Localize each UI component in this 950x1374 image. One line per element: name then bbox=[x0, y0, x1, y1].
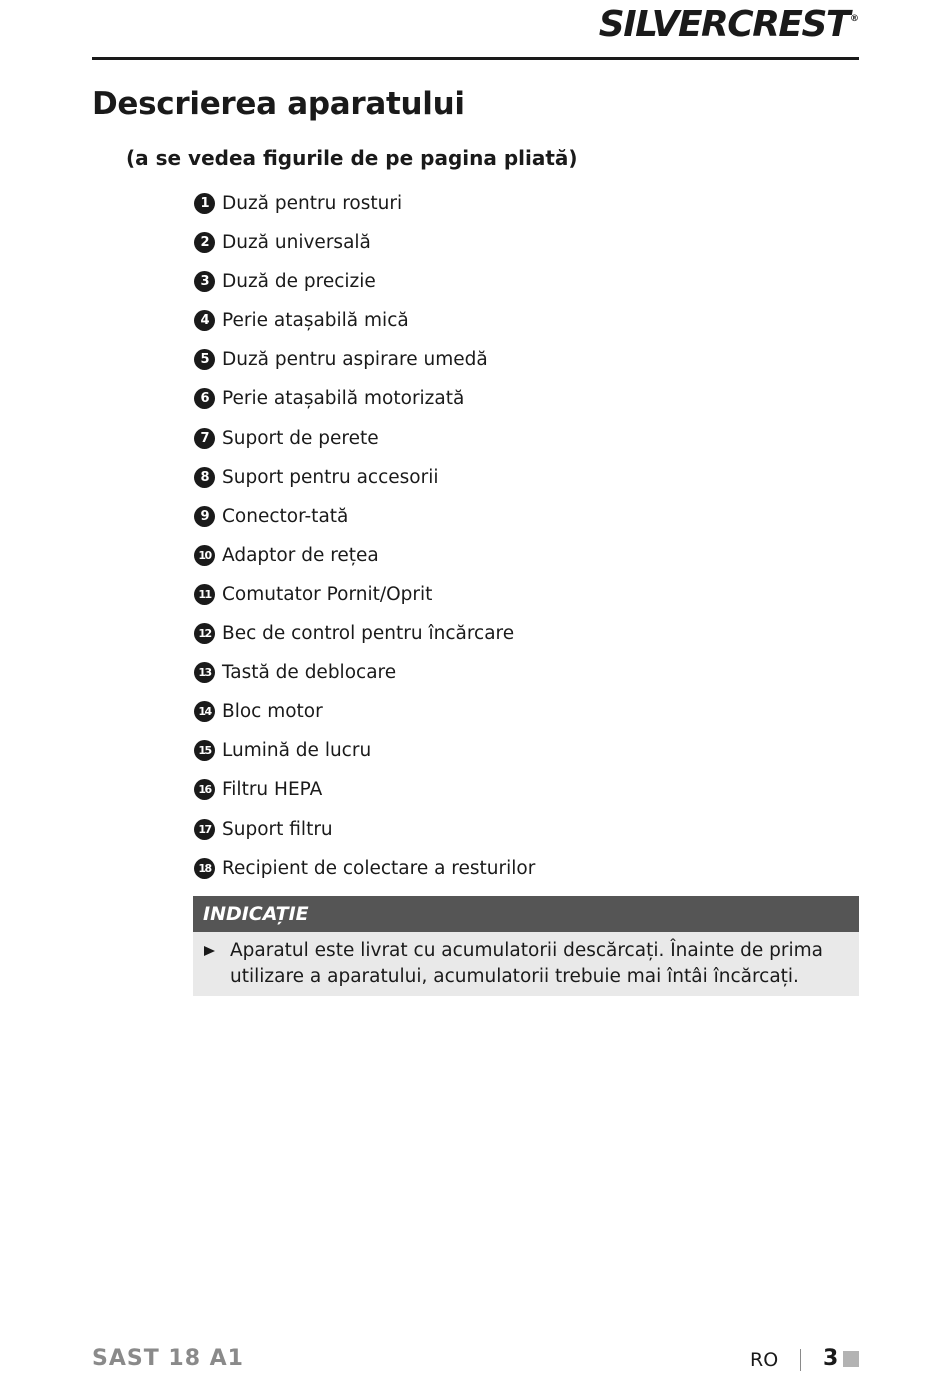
number-badge: 12 bbox=[194, 623, 215, 644]
note-box bbox=[193, 896, 859, 996]
number-badge: 2 bbox=[194, 232, 215, 253]
part-label: Suport de perete bbox=[222, 427, 379, 449]
number-badge: 7 bbox=[194, 428, 215, 449]
arrow-bullet-icon bbox=[204, 946, 215, 956]
part-item bbox=[194, 269, 535, 308]
registered-mark: ® bbox=[850, 14, 859, 24]
note-heading: INDICAȚIE bbox=[193, 896, 859, 932]
parts-list bbox=[194, 191, 535, 895]
number-badge: 14 bbox=[194, 701, 215, 722]
part-item bbox=[194, 543, 535, 582]
page-title: Descrierea aparatului bbox=[92, 86, 465, 122]
number-badge: 4 bbox=[194, 310, 215, 331]
part-label: Lumină de lucru bbox=[222, 740, 372, 762]
number-badge: 18 bbox=[194, 858, 215, 879]
part-label: Recipient de colectare a resturilor bbox=[222, 857, 536, 879]
page-subtitle: (a se vedea figurile de pe pagina pliată) bbox=[126, 146, 578, 170]
part-item bbox=[194, 817, 535, 856]
part-label: Bec de control pentru încărcare bbox=[222, 623, 515, 645]
header-rule bbox=[92, 57, 859, 60]
part-item bbox=[194, 191, 535, 230]
page-number: 3 bbox=[823, 1346, 839, 1371]
part-label: Adaptor de rețea bbox=[222, 544, 379, 566]
number-badge: 6 bbox=[194, 388, 215, 409]
part-label: Duză de precizie bbox=[222, 271, 376, 293]
part-label: Duză pentru aspirare umedă bbox=[222, 349, 488, 371]
part-item bbox=[194, 777, 535, 816]
part-item bbox=[194, 621, 535, 660]
number-badge: 9 bbox=[194, 506, 215, 527]
footer-divider bbox=[800, 1349, 801, 1371]
part-label: Suport filtru bbox=[222, 818, 333, 840]
part-item bbox=[194, 738, 535, 777]
part-label: Comutator Pornit/Oprit bbox=[222, 583, 433, 605]
part-label: Perie atașabilă mică bbox=[222, 310, 409, 332]
part-item bbox=[194, 230, 535, 269]
part-item bbox=[194, 347, 535, 386]
number-badge: 10 bbox=[194, 545, 215, 566]
number-badge: 8 bbox=[194, 467, 215, 488]
number-badge: 16 bbox=[194, 779, 215, 800]
part-item bbox=[194, 856, 535, 895]
page-square-marker bbox=[843, 1351, 859, 1367]
note-body bbox=[193, 932, 859, 996]
number-badge: 13 bbox=[194, 662, 215, 683]
number-badge: 11 bbox=[194, 584, 215, 605]
footer-language: RO bbox=[750, 1349, 779, 1371]
part-label: Duză pentru rosturi bbox=[222, 193, 403, 214]
number-badge: 17 bbox=[194, 819, 215, 840]
part-label: Duză universală bbox=[222, 232, 371, 254]
part-item bbox=[194, 699, 535, 738]
part-label: Suport pentru accesorii bbox=[222, 466, 439, 488]
part-item bbox=[194, 465, 535, 504]
part-item bbox=[194, 660, 535, 699]
part-item bbox=[194, 504, 535, 543]
footer-model: SAST 18 A1 bbox=[92, 1346, 244, 1371]
part-label: Conector-tată bbox=[222, 505, 349, 527]
part-label: Perie atașabilă motorizată bbox=[222, 388, 465, 410]
part-label: Bloc motor bbox=[222, 701, 323, 723]
number-badge: 15 bbox=[194, 740, 215, 761]
number-badge: 5 bbox=[194, 349, 215, 370]
part-item bbox=[194, 308, 535, 347]
part-item bbox=[194, 386, 535, 425]
part-label: Tastă de deblocare bbox=[222, 662, 397, 684]
part-item bbox=[194, 426, 535, 465]
part-item bbox=[194, 582, 535, 621]
note-text: Aparatul este livrat cu acumulatorii descărcați. Înainte de prima utilizare a aparatului, acumulatorii trebuie mai întâi încărcați. bbox=[230, 940, 823, 987]
number-badge: 1 bbox=[194, 193, 215, 214]
part-label: Filtru HEPA bbox=[222, 779, 323, 801]
brand-logo: SILVERCREST® bbox=[598, 4, 859, 45]
number-badge: 3 bbox=[194, 271, 215, 292]
